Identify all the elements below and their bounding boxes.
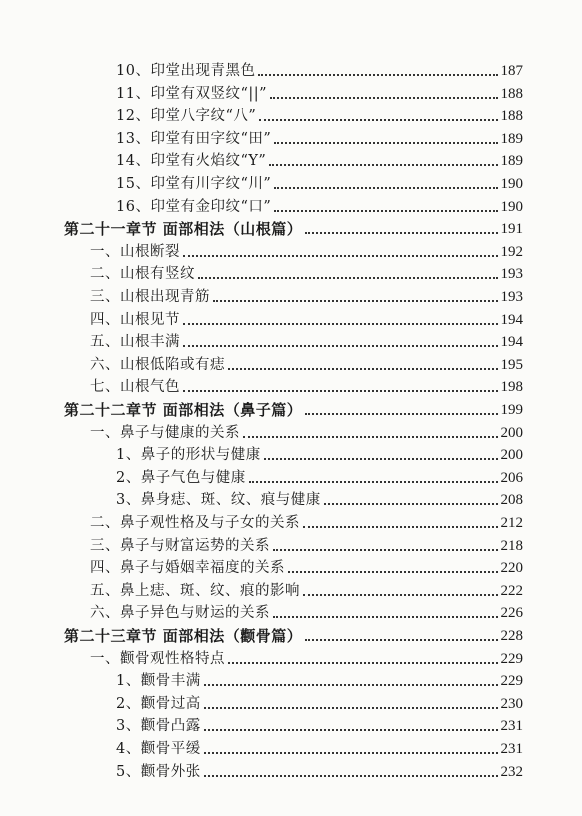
dot-leader — [303, 526, 498, 528]
toc-entry-page-number: 188 — [500, 108, 523, 125]
dot-leader — [183, 255, 498, 257]
toc-entry-page-number: 218 — [500, 537, 523, 554]
toc-entry-title: 二、鼻子观性格及与子女的关系 — [90, 515, 300, 531]
dot-leader — [269, 164, 497, 166]
toc-entry-title: 一、颧骨观性格特点 — [90, 650, 225, 667]
dot-leader — [273, 616, 498, 618]
dot-leader — [204, 752, 498, 754]
toc-entry — [90, 329, 523, 351]
toc-entry-page-number: 194 — [500, 334, 523, 351]
toc-entry-title: 五、山根丰满 — [90, 334, 180, 351]
dot-leader — [204, 775, 498, 777]
toc-entry-title: 六、鼻子异色与财运的关系 — [90, 605, 270, 622]
toc-entry-page-number: 189 — [500, 130, 523, 147]
dot-leader — [249, 481, 498, 483]
toc-entry-title: 三、山根出现青筋 — [90, 289, 210, 305]
toc-entry-page-number: 208 — [500, 492, 523, 509]
dot-leader — [204, 684, 498, 686]
dot-leader — [228, 368, 498, 370]
toc-entry-page-number: 193 — [500, 266, 523, 283]
dot-leader — [204, 707, 498, 709]
dot-leader — [305, 413, 497, 415]
dot-leader — [258, 74, 497, 76]
toc-entry-page-number: 194 — [500, 311, 523, 328]
toc-entry-title: 五、鼻上痣、斑、纹、痕的影响 — [90, 582, 300, 599]
toc-entry-page-number: 231 — [500, 741, 523, 757]
toc-entry-page-number: 193 — [500, 289, 523, 305]
toc-entry — [116, 126, 523, 148]
toc-entry-title: 2、鼻子气色与健康 — [116, 469, 246, 486]
dot-leader — [204, 729, 498, 731]
toc-entry-title: 二、山根有竖纹 — [90, 266, 195, 283]
dot-leader — [273, 549, 498, 551]
toc-entry-title: 第二十二章节 面部相法（鼻子篇） — [64, 401, 303, 419]
dot-leader — [228, 662, 498, 664]
dot-leader — [264, 458, 498, 460]
dot-leader — [305, 639, 497, 641]
toc-entry — [116, 691, 523, 713]
toc-entry-page-number: 199 — [500, 402, 523, 418]
toc-entry-title: 11、印堂有双竖纹“||” — [116, 85, 268, 102]
toc-entry — [90, 555, 523, 577]
toc-chapter-entry — [64, 397, 523, 419]
dot-leader — [270, 97, 497, 99]
toc-entry-page-number: 191 — [500, 221, 523, 238]
toc-entry-page-number: 229 — [500, 650, 523, 667]
toc-entry — [116, 81, 523, 103]
dot-leader — [274, 210, 497, 212]
toc-entry — [116, 713, 523, 735]
toc-entry-title: 3、鼻身痣、斑、纹、痕与健康 — [116, 492, 321, 509]
dot-leader — [243, 436, 498, 438]
toc-entry — [90, 533, 523, 555]
toc-entry-title: 4、颧骨平缓 — [116, 741, 201, 757]
toc-entry-title: 第二十三章节 面部相法（颧骨篇） — [64, 627, 303, 645]
dot-leader — [198, 277, 498, 279]
toc-entry-page-number: 200 — [500, 447, 523, 464]
toc-entry — [90, 600, 523, 622]
toc-entry — [116, 759, 523, 781]
dot-leader — [213, 300, 498, 302]
toc-entry-page-number: 230 — [500, 695, 523, 712]
toc-entry — [116, 668, 523, 690]
toc-entry-title: 四、山根见节 — [90, 311, 180, 328]
toc-entry — [116, 194, 523, 216]
toc-entry-title: 14、印堂有火焰纹“Y” — [116, 153, 267, 170]
toc-entry — [116, 171, 523, 193]
toc-entry-page-number: 190 — [500, 198, 523, 215]
toc-entry — [90, 261, 523, 283]
toc-entry-page-number: 192 — [500, 243, 523, 260]
toc-entry — [90, 510, 523, 532]
toc-entry-title: 第二十一章节 面部相法（山根篇） — [64, 220, 303, 239]
toc-entry — [90, 374, 523, 396]
dot-leader — [288, 571, 498, 573]
toc-entry-title: 六、山根低陷或有痣 — [90, 356, 225, 373]
toc-entry-page-number: 232 — [500, 763, 523, 780]
toc-entry-page-number: 190 — [500, 176, 523, 192]
toc-entry-title: 3、颧骨凸露 — [116, 718, 201, 735]
toc-entry — [116, 103, 523, 125]
toc-entry-page-number: 222 — [500, 582, 523, 599]
toc-entry-page-number: 228 — [500, 628, 523, 644]
toc-entry-page-number: 188 — [500, 85, 523, 102]
toc-entry-title: 七、山根气色 — [90, 379, 180, 396]
toc-entry-title: 16、印堂有金印纹“口” — [116, 198, 272, 215]
toc-entry-title: 一、鼻子与健康的关系 — [90, 424, 240, 441]
toc-entry — [116, 58, 523, 80]
toc-entry-page-number: 200 — [500, 424, 523, 441]
toc-entry-title: 2、颧骨过高 — [116, 695, 201, 712]
toc-entry-page-number: 229 — [500, 673, 523, 690]
toc-entry — [90, 578, 523, 600]
toc-entry-page-number: 212 — [500, 515, 523, 531]
toc-entry-title: 1、颧骨丰满 — [116, 673, 201, 690]
toc-entry-title: 12、印堂八字纹“八” — [116, 108, 257, 125]
dot-leader — [305, 232, 497, 234]
dot-leader — [303, 594, 498, 596]
toc-entry — [90, 420, 523, 442]
toc-entry — [90, 352, 523, 374]
toc-entry — [116, 148, 523, 170]
toc-entry — [90, 239, 523, 261]
toc-chapter-entry — [64, 216, 523, 238]
dot-leader — [274, 142, 497, 144]
toc-entry-title: 三、鼻子与财富运势的关系 — [90, 537, 270, 554]
toc-entry-page-number: 206 — [500, 469, 523, 486]
toc-entry-title: 10、印堂出现青黑色 — [116, 63, 256, 79]
toc-entry-page-number: 220 — [500, 560, 523, 577]
toc-entry-page-number: 195 — [500, 356, 523, 373]
toc-entry-title: 15、印堂有川字纹“川” — [116, 176, 272, 192]
toc-entry-page-number: 231 — [500, 718, 523, 735]
toc-entry-title: 5、颧骨外张 — [116, 763, 201, 780]
toc-entry-title: 1、鼻子的形状与健康 — [116, 447, 261, 464]
dot-leader — [259, 119, 497, 121]
toc-entry-page-number: 187 — [500, 63, 523, 79]
dot-leader — [183, 345, 498, 347]
dot-leader — [183, 390, 498, 392]
toc-entry-page-number: 226 — [500, 605, 523, 622]
toc-entry — [116, 487, 523, 509]
toc-entry — [116, 465, 523, 487]
toc-entry-title: 四、鼻子与婚姻幸福度的关系 — [90, 560, 285, 577]
dot-leader — [324, 503, 498, 505]
dot-leader — [183, 323, 498, 325]
toc-entry — [90, 646, 523, 668]
dot-leader — [274, 187, 497, 189]
toc-entry — [116, 736, 523, 758]
toc-chapter-entry — [64, 623, 523, 645]
toc-entry-title: 13、印堂有田字纹“田” — [116, 130, 272, 147]
toc-entry — [90, 284, 523, 306]
toc-entry-page-number: 189 — [500, 153, 523, 170]
toc-entry — [116, 442, 523, 464]
toc-entry-page-number: 198 — [500, 379, 523, 396]
toc-entry-title: 一、山根断裂 — [90, 243, 180, 260]
toc-entry — [90, 307, 523, 329]
